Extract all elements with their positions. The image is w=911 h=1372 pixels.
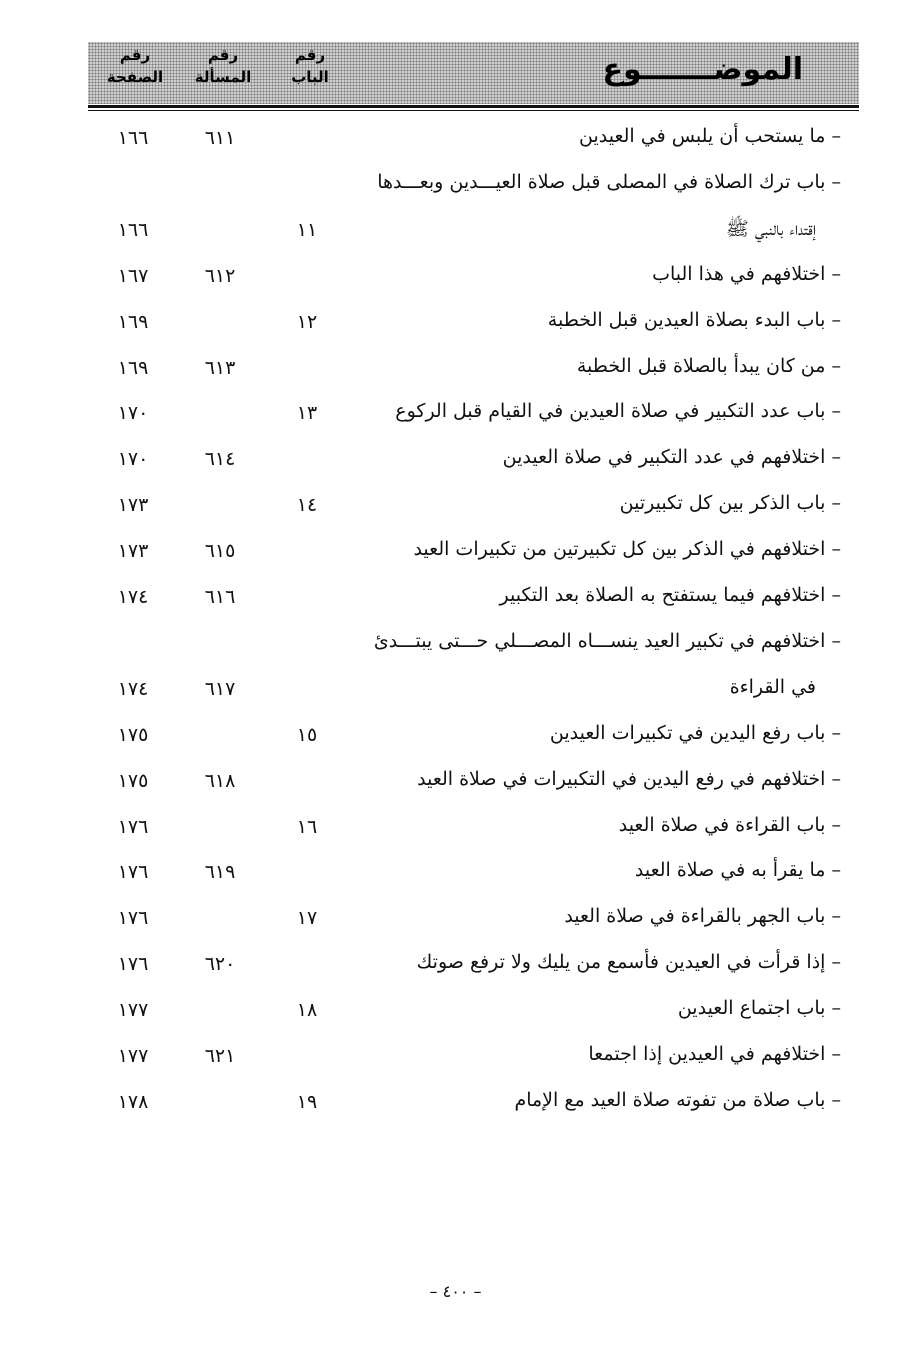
topic-column-header: الموضـــــــوع <box>602 52 803 87</box>
issue-number: ٦١٦ <box>204 586 236 608</box>
table-row <box>0 993 911 1037</box>
page-number-cell: ١٧٤ <box>117 586 149 608</box>
page-number-cell: ١٧٦ <box>117 907 149 929</box>
issue-number: ٦٢٠ <box>204 953 236 975</box>
topic-title: إقتداء بالنبي ﷺ <box>725 218 816 240</box>
table-row <box>0 305 911 349</box>
issue-number: ٦١٣ <box>204 357 236 379</box>
issue-number: ٦١٧ <box>204 678 236 700</box>
table-row <box>0 764 911 808</box>
page-number-cell: ١٧٠ <box>117 448 149 470</box>
issue-number: ٦٢١ <box>204 1045 236 1067</box>
issue-number-column-header: رقم المسألة <box>194 46 252 86</box>
page-number-cell: ١٧٧ <box>117 999 149 1021</box>
page-number-cell: ١٧٦ <box>117 861 149 883</box>
page-number: – ٤٠٠ – <box>429 1282 482 1301</box>
topic-title: – باب صلاة من تفوته صلاة العيد مع الإمام <box>514 1089 841 1111</box>
page-number-cell: ١٧٧ <box>117 1045 149 1067</box>
issue-number: ٦١٥ <box>204 540 236 562</box>
table-row <box>0 259 911 303</box>
issue-number: ٦١٩ <box>204 861 236 883</box>
page-number-cell: ١٧٤ <box>117 678 149 700</box>
table-row <box>0 351 911 395</box>
chapter-number: ١٣ <box>296 402 318 424</box>
topic-title: – باب عدد التكبير في صلاة العيدين في القيام قبل الركوع <box>395 400 841 422</box>
issue-number: ٦١١ <box>204 127 236 149</box>
table-row <box>0 1085 911 1129</box>
chapter-number: ١٥ <box>296 724 318 746</box>
table-row <box>0 213 911 257</box>
chapter-number: ١١ <box>296 219 318 241</box>
topic-title: – اختلافهم في العيدين إذا اجتمعا <box>588 1043 841 1065</box>
table-row <box>0 167 911 211</box>
chapter-number: ١٤ <box>296 494 318 516</box>
table-row <box>0 855 911 899</box>
page-number-cell: ١٧٦ <box>117 953 149 975</box>
page-number-cell: ١٧٨ <box>117 1091 149 1113</box>
chapter-number: ١٢ <box>296 311 318 333</box>
table-row <box>0 488 911 532</box>
page-number-cell: ١٧٣ <box>117 540 149 562</box>
page-number-cell: ١٧٦ <box>117 816 149 838</box>
topic-title: – اختلافهم في هذا الباب <box>652 263 841 285</box>
topic-title: – اختلافهم في عدد التكبير في صلاة العيدين <box>502 446 841 468</box>
page-number-column-header: رقم الصفحة <box>106 46 164 86</box>
table-row <box>0 1039 911 1083</box>
table-row <box>0 901 911 945</box>
table-row <box>0 442 911 486</box>
table-row <box>0 810 911 854</box>
topic-title: – باب القراءة في صلاة العيد <box>618 814 841 836</box>
table-row <box>0 626 911 670</box>
topic-title: – اختلافهم فيما يستفتح به الصلاة بعد التكبير <box>499 584 841 606</box>
topic-title: – باب اجتماع العيدين <box>677 997 841 1019</box>
topic-title: – إذا قرأت في العيدين فأسمع من يليك ولا ترفع صوتك <box>416 951 841 973</box>
chapter-number-column-header: رقم الباب <box>291 46 329 86</box>
page-number-cell: ١٧٠ <box>117 402 149 424</box>
chapter-number: ١٦ <box>296 816 318 838</box>
chapter-number: ١٨ <box>296 999 318 1021</box>
topic-title: – باب الجهر بالقراءة في صلاة العيد <box>564 905 841 927</box>
table-row <box>0 534 911 578</box>
table-row <box>0 672 911 716</box>
issue-number: ٦١٨ <box>204 770 236 792</box>
topic-title: – ما يستحب أن يلبس في العيدين <box>579 125 841 147</box>
table-row <box>0 396 911 440</box>
page-number-cell: ١٦٩ <box>117 357 149 379</box>
chapter-number: ١٧ <box>296 907 318 929</box>
table-row <box>0 580 911 624</box>
topic-title: – اختلافهم في الذكر بين كل تكبيرتين من تكبيرات العيد <box>413 538 841 560</box>
table-row <box>0 121 911 165</box>
table-row <box>0 947 911 991</box>
page-number-cell: ١٧٣ <box>117 494 149 516</box>
page-number-cell: ١٦٦ <box>117 127 149 149</box>
page-number-cell: ١٦٩ <box>117 311 149 333</box>
table-row <box>0 718 911 762</box>
topic-title: – باب الذكر بين كل تكبيرتين <box>619 492 841 514</box>
topic-title: – اختلافهم في تكبير العيد ينســـاه المصـــلي حـــتى يبتـــدئ <box>373 630 841 652</box>
issue-number: ٦١٢ <box>204 265 236 287</box>
topic-title: في القراءة <box>729 676 816 698</box>
page-number-cell: ١٦٧ <box>117 265 149 287</box>
chapter-number: ١٩ <box>296 1091 318 1113</box>
topic-title: – ما يقرأ به في صلاة العيد <box>634 859 841 881</box>
topic-title: – باب ترك الصلاة في المصلى قبل صلاة العيـــدين وبعـــدها <box>377 171 841 193</box>
topic-title: – باب رفع اليدين في تكبيرات العيدين <box>549 722 841 744</box>
page-number-cell: ١٧٥ <box>117 770 149 792</box>
page-number-cell: ١٧٥ <box>117 724 149 746</box>
topic-title: – اختلافهم في رفع اليدين في التكبيرات في صلاة العيد <box>417 768 841 790</box>
topic-title: – باب البدء بصلاة العيدين قبل الخطبة <box>547 309 841 331</box>
page-number-cell: ١٦٦ <box>117 219 149 241</box>
topic-title: – من كان يبدأ بالصلاة قبل الخطبة <box>576 355 841 377</box>
issue-number: ٦١٤ <box>204 448 236 470</box>
